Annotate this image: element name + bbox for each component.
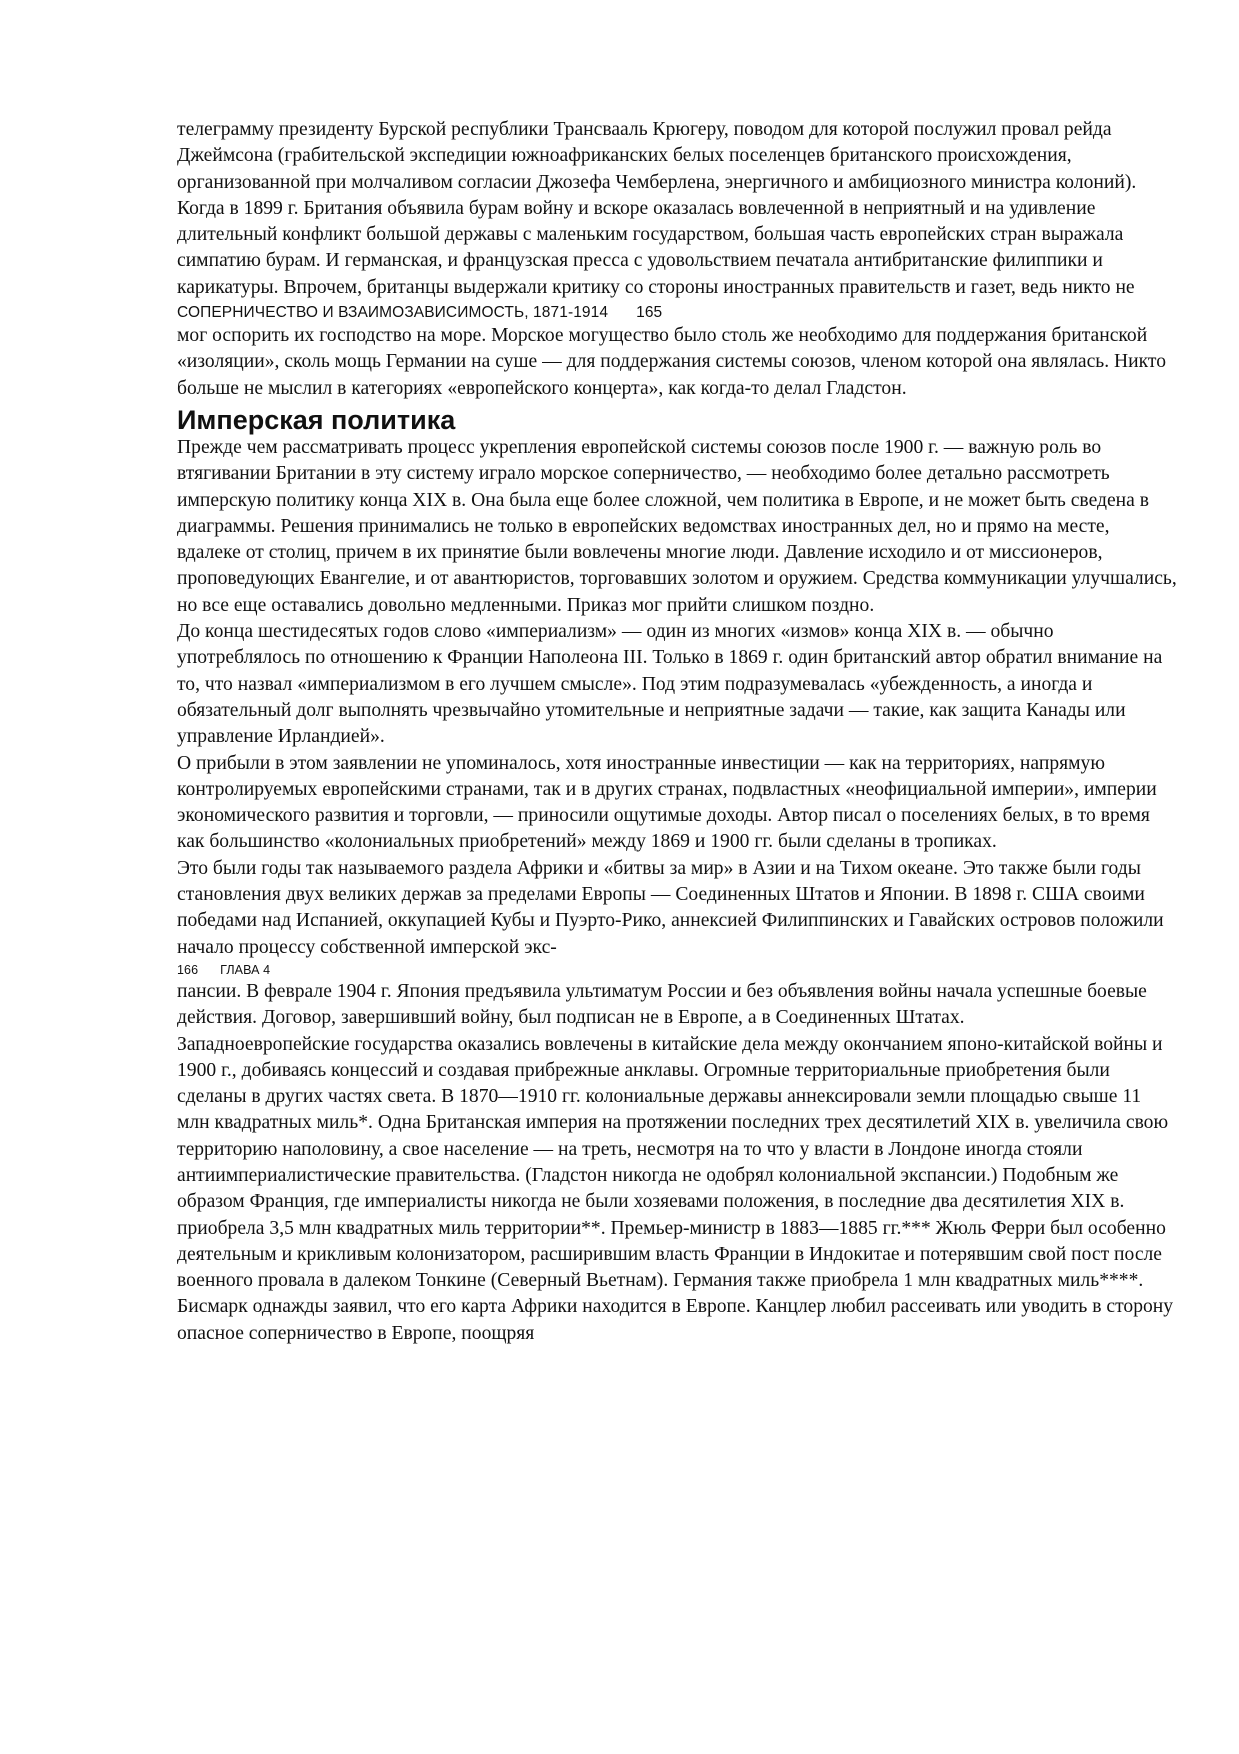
body-paragraph: пансии. В феврале 1904 г. Япония предъявила ультиматум России и без объявления войны начала успешные боевые действия. Договор, завершивший войну, был подписан не в Европе, а в Соединенных Штатах. [177,980,1147,1029]
running-head-label: СОПЕРНИЧЕСТВО И ВЗАИМОЗАВИСИМОСТЬ, 1871-1914 [177,304,609,322]
body-paragraph: мог оспорить их господство на море. Морское могущество было столь же необходимо для поддержания британской «изоляции», сколь мощь Германии на суше — для поддержания системы союзов, членом которой она являлась. Никто больше не мыслил в категориях «европейского концерта», как когда-то делал Гладстон. [177,325,1166,399]
running-head-label: ГЛАВА 4 [220,962,271,977]
body-paragraph: О прибыли в этом заявлении не упоминалось, хотя иностранные инвестиции — как на территориях, напрямую контролируемых европейскими странами, так и в других странах, подвластных «неофициальной империи», империи экономического развития и торговли, — приносили ощутимые доходы. Автор писал о поселениях белых, в то время как большинство «колониальных приобретений» между 1869 и 1900 гг. были сделаны в тропиках. [177,752,1157,853]
body-paragraph: телеграмму президенту Бурской республики Трансвааль Крюгеру, поводом для которой послужил провал рейда Джеймсона (грабительской экспедиции южноафриканских белых поселенцев британского происхождения, организованной при молчаливом согласии Джозефа Чемберлена, энергичного и амбициозного министра колоний). Когда в 1899 г. Британия объявила бурам войну и вскоре оказалась вовлеченной в неприятный и на удивление длительный конфликт большой державы с маленьким государством, большая часть европейских стран выражала симпатию бурам. И германская, и французская пресса с удовольствием печатала антибританские филиппики и карикатуры. Впрочем, британцы выдержали критику со стороны иностранных правительств и газет, ведь никто не [177,119,1137,298]
running-head [177,303,1177,323]
body-paragraph: До конца шестидесятых годов слово «империализм» — один из многих «измов» конца XIX в. — обычно употреблялось по отношению к Франции Наполеона III. Только в 1869 г. один британский автор обратил внимание на то, что назвал «империализмом в его лучшем смысле». Под этим подразумевалась «убежденность, а иногда и обязательный долг выполнять чрезвычайно утомительные и неприятные задачи — такие, как защита Канады или управление Ирландией». [177,621,1163,748]
section-heading: Имперская политика [177,404,456,435]
page-number: 166 [177,962,199,977]
page-number: 165 [636,304,663,322]
body-paragraph: Прежде чем рассматривать процесс укрепления европейской системы союзов после 1900 г. — важную роль во втягивании Британии в эту систему играло морское соперничество, — необходимо более детально рассмотреть имперскую политику конца XIX в. Она была еще более сложной, чем политика в Европе, и не может быть сведена в диаграммы. Решения принимались не только в европейских ведомствах иностранных дел, но и прямо на месте, вдалеке от столиц, причем в их принятие были вовлечены многие люди. Давление исходило и от миссионеров, проповедующих Евангелие, и от авантюристов, торговавших золотом и оружием. Средства коммуникации улучшались, но все еще оставались довольно медленными. Приказ мог прийти слишком поздно. [177,436,1177,616]
body-paragraph: Это были годы так называемого раздела Африки и «битвы за мир» в Азии и на Тихом океане. Это также были годы становления двух великих держав за пределами Европы — Соединенных Штатов и Японии. В 1898 г. США своими победами над Испанией, оккупацией Кубы и Пуэрто-Рико, аннексией Филиппинских и Гавайских островов положили начало процессу собственной имперской экс- [177,857,1164,958]
book-page [177,117,1177,1347]
body-paragraph: Западноевропейские государства оказались вовлечены в китайские дела между окончанием японо-китайской войны и 1900 г., добиваясь концессий и создавая прибрежные анклавы. Огромные территориальные приобретения были сделаны в других частях света. В 1870—1910 гг. колониальные державы аннексировали земли площадью свыше 11 млн квадратных миль*. Одна Британская империя на протяжении последних трех десятилетий XIX в. увеличила свою территорию наполовину, а свое население — на треть, несмотря на то что у власти в Лондоне иногда стояли антиимпериалистические правительства. (Гладстон никогда не одобрял колониальной экспансии.) Подобным же образом Франция, где империалисты никогда не были хозяевами положения, в последние два десятилетия XIX в. приобрела 3,5 млн квадратных миль территории**. Премьер-министр в 1883—1885 гг.*** Жюль Ферри был особенно деятельным и крикливым колонизатором, расширившим власть Франции в Индокитае и потерявшим свой пост после военного провала в далеком Тонкине (Северный Вьетнам). Германия также приобрела 1 млн квадратных миль****. Бисмарк однажды заявил, что его карта Африки находится в Европе. Канцлер любил рассеивать или уводить в сторону опасное соперничество в Европе, поощряя [177,1033,1174,1344]
running-head [177,962,1177,979]
